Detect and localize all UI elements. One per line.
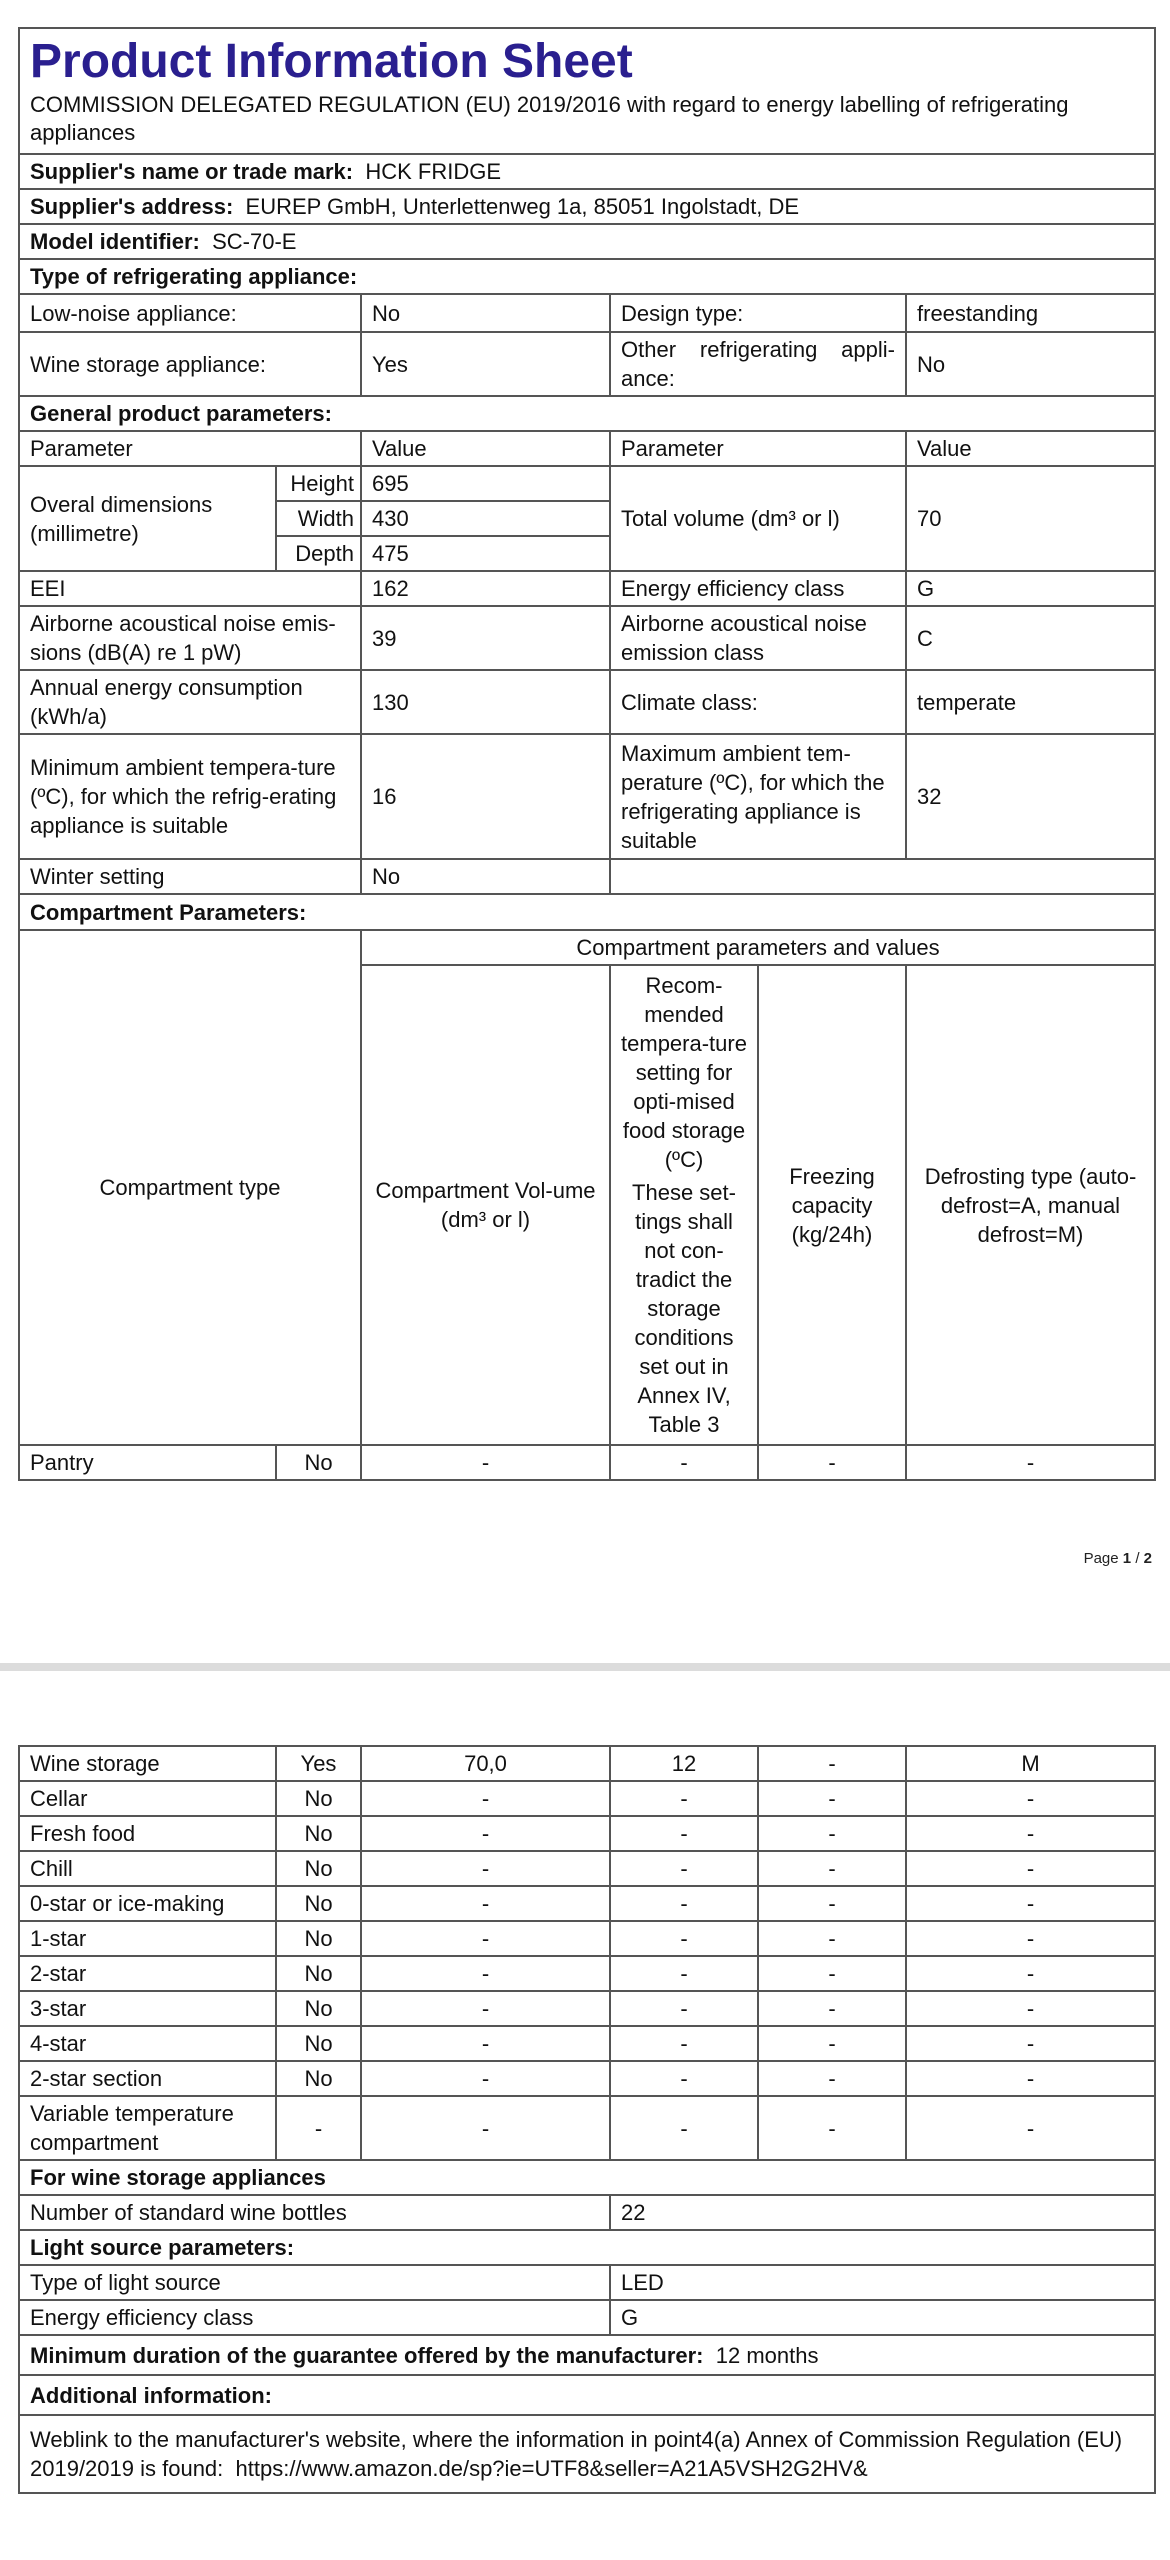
page-total: 2 xyxy=(1143,1550,1152,1567)
wine-bottles-label: Number of standard wine bottles xyxy=(19,2195,610,2230)
energy-class-value: G xyxy=(906,571,1155,606)
wine-storage-value: Yes xyxy=(361,332,610,396)
energy-class-label: Energy efficiency class xyxy=(610,571,906,606)
compartment-freezing: - xyxy=(758,1781,906,1816)
compartment-type-header: Compartment type xyxy=(19,930,361,1445)
compartment-type: Variable temperature compartment xyxy=(19,2096,276,2160)
compartment-freezing: - xyxy=(758,1991,906,2026)
winter-value: No xyxy=(361,859,610,894)
low-noise-label: Low-noise appliance: xyxy=(19,294,361,332)
compartment-row xyxy=(19,1816,1155,1851)
depth-value: 475 xyxy=(361,536,610,571)
compartment-present: No xyxy=(276,1956,361,1991)
page-title: Product Information Sheet xyxy=(30,35,633,88)
compartment-temp: - xyxy=(610,1921,758,1956)
supplier-address-value: EUREP GmbH, Unterlettenweg 1a, 85051 Ingolstadt, DE xyxy=(245,194,800,219)
page-number xyxy=(1084,1550,1152,1567)
compartment-volume: - xyxy=(361,1816,610,1851)
compartment-row xyxy=(19,1956,1155,1991)
regulation-text: COMMISSION DELEGATED REGULATION (EU) 2019/2016 with regard to energy labelling of refrigerating appliances xyxy=(30,92,1069,145)
winter-empty-cell xyxy=(610,859,1155,894)
noise-class-value: C xyxy=(906,606,1155,670)
compartment-defrost: - xyxy=(906,1956,1155,1991)
compartment-row xyxy=(19,1746,1155,1781)
volume-header: Compartment Vol-ume (dm³ or l) xyxy=(361,965,610,1445)
compartment-freezing: - xyxy=(758,1956,906,1991)
design-type-value: freestanding xyxy=(906,294,1155,332)
temp-header-line1: Recom-mended tempera-ture setting for opti-mised food storage (ºC) xyxy=(621,973,747,1172)
model-label: Model identifier: xyxy=(30,229,200,254)
additional-info-cell xyxy=(19,2415,1155,2493)
compartment-volume: - xyxy=(361,2061,610,2096)
compartment-defrost: - xyxy=(906,1851,1155,1886)
compartment-temp: - xyxy=(610,2096,758,2160)
light-class-value: G xyxy=(610,2300,1155,2335)
compartment-present: No xyxy=(276,1991,361,2026)
compartment-group-header: Compartment parameters and values xyxy=(361,930,1155,965)
col-value2-header: Value xyxy=(906,431,1155,466)
climate-value: temperate xyxy=(906,670,1155,734)
supplier-address-row xyxy=(19,189,1155,224)
compartment-volume: - xyxy=(361,2096,610,2160)
compartment-freezing: - xyxy=(758,2026,906,2061)
compartment-defrost: M xyxy=(906,1746,1155,1781)
compartment-defrost: - xyxy=(906,1816,1155,1851)
total-volume-value: 70 xyxy=(906,466,1155,571)
compartment-temp: - xyxy=(610,1956,758,1991)
supplier-name-label: Supplier's name or trade mark: xyxy=(30,159,354,184)
light-type-value: LED xyxy=(610,2265,1155,2300)
compartment-temp: - xyxy=(610,1445,758,1480)
light-heading: Light source parameters: xyxy=(19,2230,1155,2265)
guarantee-label: Minimum duration of the guarantee offered by the manufacturer: xyxy=(30,2342,704,2368)
compartment-present: No xyxy=(276,1781,361,1816)
compartment-volume: - xyxy=(361,1956,610,1991)
dimensions-label: Overal dimensions (millimetre) xyxy=(19,466,276,571)
min-temp-label: Minimum ambient tempera-ture (ºC), for which the refrig-erating appliance is suitable xyxy=(19,734,361,859)
temp-header-line2: These set-tings shall not con-tradict the storage conditions set out in Annex IV, Table 3 xyxy=(632,1180,736,1437)
compartment-type: 0-star or ice-making xyxy=(19,1886,276,1921)
compartment-freezing: - xyxy=(758,1851,906,1886)
compartment-row xyxy=(19,2096,1155,2160)
compartment-temp: 12 xyxy=(610,1746,758,1781)
compartment-type: Fresh food xyxy=(19,1816,276,1851)
info-table-page-1 xyxy=(18,27,1156,1481)
compartment-volume: 70,0 xyxy=(361,1746,610,1781)
compartment-type: 1-star xyxy=(19,1921,276,1956)
compartment-volume: - xyxy=(361,1851,610,1886)
max-temp-value: 32 xyxy=(906,734,1155,859)
width-value: 430 xyxy=(361,501,610,536)
model-row xyxy=(19,224,1155,259)
compartment-present: No xyxy=(276,1816,361,1851)
compartment-defrost: - xyxy=(906,1886,1155,1921)
page-1 xyxy=(18,27,1154,1481)
compartments-heading: Compartment Parameters: xyxy=(19,894,1155,930)
max-temp-label: Maximum ambient tem-perature (ºC), for which the refrigerating appliance is suitable xyxy=(610,734,906,859)
header-cell xyxy=(19,28,1155,154)
supplier-name-value: HCK FRIDGE xyxy=(365,159,502,184)
additional-heading: Additional information: xyxy=(19,2375,1155,2415)
climate-label: Climate class: xyxy=(610,670,906,734)
width-label: Width xyxy=(276,501,361,536)
wine-heading: For wine storage appliances xyxy=(19,2160,1155,2195)
general-heading: General product parameters: xyxy=(19,396,1155,431)
col-parameter-header: Parameter xyxy=(19,431,361,466)
compartment-type: Wine storage xyxy=(19,1746,276,1781)
compartment-row xyxy=(19,1781,1155,1816)
compartment-present: No xyxy=(276,1851,361,1886)
wine-storage-label: Wine storage appliance: xyxy=(19,332,361,396)
compartment-type: 4-star xyxy=(19,2026,276,2061)
supplier-name-row xyxy=(19,154,1155,189)
eei-label: EEI xyxy=(19,571,361,606)
manufacturer-weblink[interactable]: https://www.amazon.de/sp?ie=UTF8&seller=A21A5VSH2G2HV& xyxy=(235,2456,868,2481)
noise-class-label: Airborne acoustical noise emission class xyxy=(610,606,906,670)
eei-value: 162 xyxy=(361,571,610,606)
annual-energy-label: Annual energy consumption (kWh/a) xyxy=(19,670,361,734)
compartment-row xyxy=(19,2061,1155,2096)
compartment-volume: - xyxy=(361,1445,610,1480)
compartment-present: No xyxy=(276,1921,361,1956)
light-type-label: Type of light source xyxy=(19,2265,610,2300)
compartment-volume: - xyxy=(361,1921,610,1956)
guarantee-row xyxy=(19,2335,1155,2375)
page-separator-bar xyxy=(0,1663,1170,1671)
min-temp-value: 16 xyxy=(361,734,610,859)
compartment-type: Cellar xyxy=(19,1781,276,1816)
compartment-row xyxy=(19,1886,1155,1921)
design-type-label: Design type: xyxy=(610,294,906,332)
compartment-type: Chill xyxy=(19,1851,276,1886)
page-2 xyxy=(18,1745,1154,2494)
compartment-present: Yes xyxy=(276,1746,361,1781)
freezing-header: Freezing capacity (kg/24h) xyxy=(758,965,906,1445)
guarantee-value: 12 months xyxy=(715,2342,819,2368)
compartment-row-pantry xyxy=(19,1445,1155,1480)
compartment-defrost: - xyxy=(906,2096,1155,2160)
compartment-freezing: - xyxy=(758,1445,906,1480)
compartment-volume: - xyxy=(361,1886,610,1921)
height-label: Height xyxy=(276,466,361,501)
compartment-defrost: - xyxy=(906,2061,1155,2096)
compartment-row xyxy=(19,1921,1155,1956)
compartment-defrost: - xyxy=(906,1921,1155,1956)
additional-text: Weblink to the manufacturer's website, where the information in point4(a) Annex of Commission Regulation (EU) 2019/2019 is found: xyxy=(30,2427,1123,2481)
compartment-row xyxy=(19,1991,1155,2026)
compartment-freezing: - xyxy=(758,2061,906,2096)
compartment-defrost: - xyxy=(906,1445,1155,1480)
noise-value: 39 xyxy=(361,606,610,670)
annual-energy-value: 130 xyxy=(361,670,610,734)
temp-header xyxy=(610,965,758,1445)
compartment-present: No xyxy=(276,1886,361,1921)
defrost-header: Defrosting type (auto-defrost=A, manual defrost=M) xyxy=(906,965,1155,1445)
appliance-type-heading: Type of refrigerating appliance: xyxy=(19,259,1155,294)
compartment-freezing: - xyxy=(758,2096,906,2160)
compartment-row xyxy=(19,2026,1155,2061)
height-value: 695 xyxy=(361,466,610,501)
compartment-temp: - xyxy=(610,1886,758,1921)
winter-label: Winter setting xyxy=(19,859,361,894)
compartment-temp: - xyxy=(610,2026,758,2061)
depth-label: Depth xyxy=(276,536,361,571)
page-separator: / xyxy=(1135,1550,1140,1567)
low-noise-value: No xyxy=(361,294,610,332)
compartment-type: 3-star xyxy=(19,1991,276,2026)
compartment-temp: - xyxy=(610,1991,758,2026)
other-appliance-label: Other refrigerating appli-ance: xyxy=(610,332,906,396)
compartment-present: No xyxy=(276,2026,361,2061)
compartment-volume: - xyxy=(361,1781,610,1816)
compartment-present: No xyxy=(276,2061,361,2096)
info-table-page-2 xyxy=(18,1745,1156,2494)
compartment-rows-page-2 xyxy=(19,1746,1155,2160)
compartment-defrost: - xyxy=(906,1991,1155,2026)
other-appliance-value: No xyxy=(906,332,1155,396)
compartment-freezing: - xyxy=(758,1921,906,1956)
compartment-volume: - xyxy=(361,2026,610,2061)
light-class-label: Energy efficiency class xyxy=(19,2300,610,2335)
page-current: 1 xyxy=(1122,1550,1132,1567)
compartment-row xyxy=(19,1851,1155,1886)
page-label: Page xyxy=(1083,1550,1119,1567)
compartment-freezing: - xyxy=(758,1816,906,1851)
supplier-address-label: Supplier's address: xyxy=(30,194,234,219)
compartment-type: Pantry xyxy=(19,1445,276,1480)
compartment-temp: - xyxy=(610,2061,758,2096)
compartment-present: No xyxy=(276,1445,361,1480)
col-value-header: Value xyxy=(361,431,610,466)
noise-label: Airborne acoustical noise emis-sions (dB(A) re 1 pW) xyxy=(19,606,361,670)
compartment-freezing: - xyxy=(758,1746,906,1781)
model-value: SC-70-E xyxy=(212,229,297,254)
compartment-temp: - xyxy=(610,1781,758,1816)
compartment-temp: - xyxy=(610,1816,758,1851)
compartment-present: - xyxy=(276,2096,361,2160)
total-volume-label: Total volume (dm³ or l) xyxy=(610,466,906,571)
compartment-defrost: - xyxy=(906,1781,1155,1816)
compartment-defrost: - xyxy=(906,2026,1155,2061)
compartment-freezing: - xyxy=(758,1886,906,1921)
col-parameter2-header: Parameter xyxy=(610,431,906,466)
compartment-temp: - xyxy=(610,1851,758,1886)
wine-bottles-value: 22 xyxy=(610,2195,1155,2230)
compartment-volume: - xyxy=(361,1991,610,2026)
compartment-type: 2-star xyxy=(19,1956,276,1991)
compartment-type: 2-star section xyxy=(19,2061,276,2096)
